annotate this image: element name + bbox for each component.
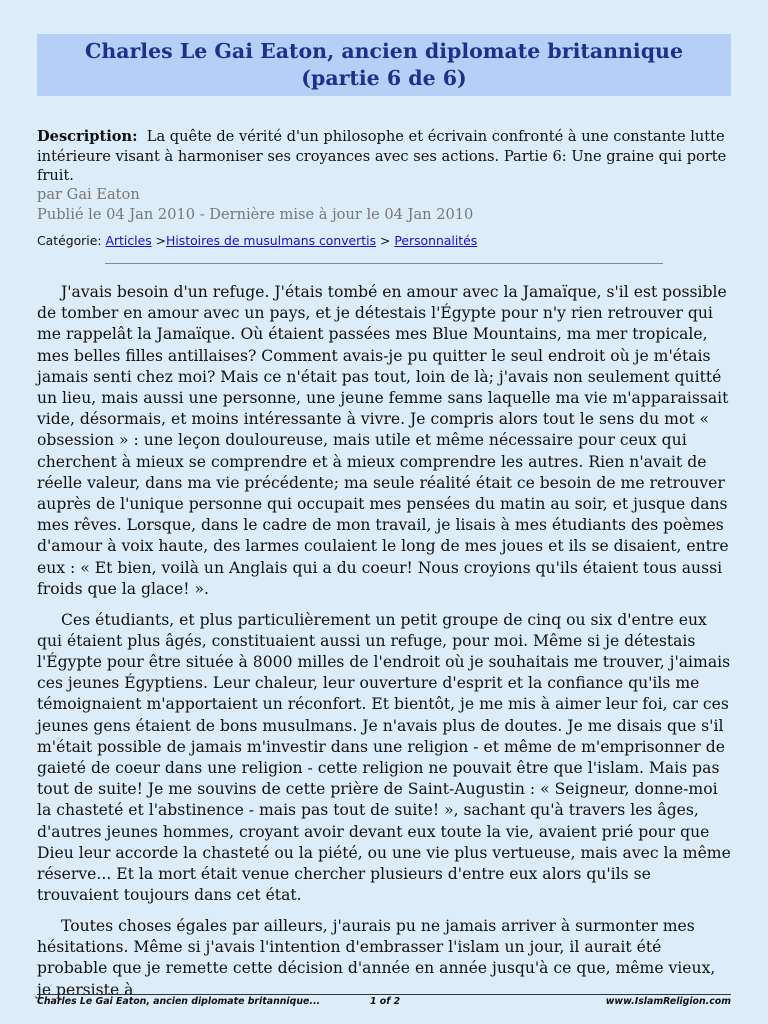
description [37,127,731,186]
page-title: Charles Le Gai Eaton, ancien diplomate britannique (partie 6 de 6) [85,39,683,90]
page-footer [37,996,731,1008]
title-banner [37,34,731,96]
category-separator: > [379,233,391,248]
article-body [37,282,733,1010]
category-link-personalities[interactable]: Personnalités [394,233,478,248]
category-line [37,233,731,249]
footer-divider [37,994,731,995]
footer-title: Charles Le Gai Eaton, ancien diplomate britannique... [37,996,321,1007]
category-link-articles[interactable]: Articles [105,233,152,248]
footer-site: www.IslamReligion.com [605,996,731,1007]
paragraph: J'avais besoin d'un refuge. J'étais tombé en amour avec la Jamaïque, s'il est possible de tomber en amour avec un pays, et je détestais l'Égypte pour n'y rien retrouver qui me rappelât la Jamaïque. Où étaient passées mes Blue Mountains, ma mer tropicale, mes belles filles antillaises? Comment avais-je pu quitter le seul endroit où je m'étais jamais senti chez moi? Mais ce n'était pas tout, loin de là; j'avais non seulement quitté un lieu, mais aussi une personne, une jeune femme sans laquelle ma vie m'apparaissait vide, désormais, et moins intéressante à vivre. Je compris alors tout le sens du mot « obsession » : une leçon douloureuse, mais utile et même nécessaire pour ceux qui cherchent à mieux se comprendre et à mieux comprendre les autres. Rien n'avait de réelle valeur, dans ma vie précédente; ma seule réalité était ce besoin de me retrouver auprès de l'unique personne qui occupait mes pensées du matin au soir, et jusque dans mes rêves. Lorsque, dans le cadre de mon travail, je lisais à mes étudiants des poèmes d'amour à voix haute, des larmes coulaient le long de mes joues et ils se disaient, entre eux : « Et bien, voilà un Anglais qui a du coeur! Nous croyions qu'ils étaient tous aussi froids que la glace! ». [37,283,729,598]
author-line: par Gai Eaton [37,186,140,203]
paragraph: Toutes choses égales par ailleurs, j'aurais pu ne jamais arriver à surmonter mes hésitations. Même si j'avais l'intention d'embrasser l'islam un jour, il aurait été probable que je remette cette décision d'année en année jusqu'à ce que, même vieux, je persiste à [37,917,716,999]
footer-page-number: 1 of 2 [370,996,401,1007]
category-link-convert-stories[interactable]: Histoires de musulmans convertis [166,233,377,248]
description-label: Description: [37,128,138,145]
category-label: Catégorie: [37,233,102,248]
date-line: Publié le 04 Jan 2010 - Dernière mise à jour le 04 Jan 2010 [37,206,474,223]
description-text: La quête de vérité d'un philosophe et écrivain confronté à une constante lutte intérieure visant à harmoniser ses croyances avec ses actions. Partie 6: Une graine qui porte fruit. [37,128,727,184]
divider [105,263,663,264]
category-separator: > [155,233,167,248]
paragraph: Ces étudiants, et plus particulièrement un petit groupe de cinq ou six d'entre eux qui étaient plus âgés, constituaient aussi un refuge, pour moi. Même si je détestais l'Égypte pour être située à 8000 milles de l'endroit où je souhaitais me trouver, j'aimais ces jeunes Égyptiens. Leur chaleur, leur ouverture d'esprit et la confiance qu'ils me témoignaient m'apportaient un réconfort. Et bientôt, je me mis à aimer leur foi, car ces jeunes gens étaient de bons musulmans. Je n'avais plus de doutes. Je me disais que s'il m'était possible de jamais m'investir dans une religion - et même de m'emprisonner de gaieté de coeur dans une religion - cette religion ne pouvait être que l'islam. Mais pas tout de suite! Je me souvins de cette prière de Saint-Augustin : « Seigneur, donne-moi la chasteté et l'abstinence - mais pas tout de suite! », sachant qu'à travers les âges, d'autres jeunes hommes, croyant avoir devant eux toute la vie, avaient prié pour que Dieu leur accorde la chasteté ou la piété, ou une vie plus vertueuse, mais avec la même réserve... Et la mort était venue chercher plusieurs d'entre eux alors qu'ils se trouvaient toujours dans cet état. [37,610,731,905]
